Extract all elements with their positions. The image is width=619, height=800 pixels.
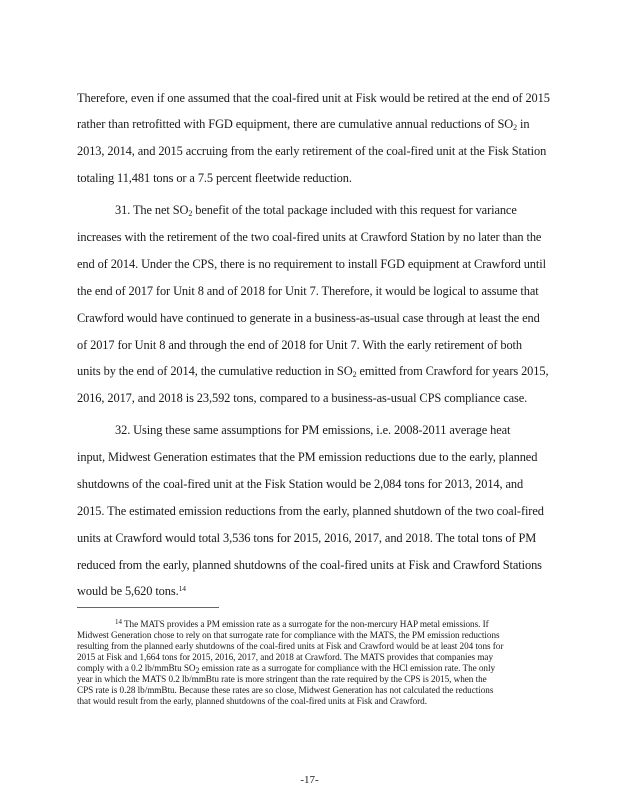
- footnote-line-3: resulting from the planned early shutdowns of the coal-fired units at Fisk and Crawford would be at least 204 tons for: [77, 641, 504, 651]
- footnote-line-4: 2015 at Fisk and 1,664 tons for 2015, 2016, 2017, and 2018 at Crawford. The MATS provides that companies may: [77, 652, 493, 662]
- paragraph-32-start: 32. Using these same assumptions for PM emissions, i.e. 2008-2011 average heat: [115, 423, 511, 437]
- body-line-19: would be 5,620 tons.$^{14}$: [77, 584, 186, 598]
- body-line-8: the end of 2017 for Unit 8 and of 2018 for Unit 7. Therefore, it would be logical to assume that: [77, 284, 539, 298]
- body-line-2: rather than retrofitted with FGD equipment, there are cumulative annual reductions of $SO_2$ in: [77, 117, 530, 132]
- footnote-line-2: Midwest Generation chose to rely on that surrogate rate for compliance with the MATS, the PM emission reductions: [77, 630, 500, 640]
- footnote-line-1: $^{14}$ The MATS provides a PM emission rate as a surrogate for the non-mercury HAP metal emissions. If: [115, 618, 489, 629]
- body-line-14: input, Midwest Generation estimates that the PM emission reductions due to the early, planned: [77, 450, 538, 464]
- footnote-line-7: CPS rate is 0.28 lb/mmBtu. Because these rates are so close, Midwest Generation has not calculated the reductions: [77, 685, 494, 695]
- paragraph-31-start: 31. The net $SO_2$ benefit of the total package included with this request for variance: [115, 203, 517, 218]
- body-line-15: shutdowns of the coal-fired unit at the Fisk Station would be 2,084 tons for 2013, 2014, and: [77, 477, 524, 491]
- body-line-11: units by the end of 2014, the cumulative reduction in $SO_2$ emitted from Crawford for years 2015,: [77, 364, 549, 379]
- body-line-9: Crawford would have continued to generate in a business-as-usual case through at least the end: [77, 311, 540, 325]
- body-line-6: increases with the retirement of the two coal-fired units at Crawford Station by no later than the: [77, 230, 542, 244]
- page-number: -17-: [300, 774, 319, 786]
- body-line-7: end of 2014. Under the CPS, there is no requirement to install FGD equipment at Crawford until: [77, 257, 546, 271]
- body-line-1: Therefore, even if one assumed that the coal-fired unit at Fisk would be retired at the end of 2015: [77, 91, 550, 105]
- body-line-4: totaling 11,481 tons or a 7.5 percent fleetwide reduction.: [77, 171, 352, 185]
- footnote-reference: 14: [178, 584, 186, 593]
- body-line-3: 2013, 2014, and 2015 accruing from the early retirement of the coal-fired unit at the Fisk Station: [77, 144, 547, 158]
- footnote-separator: [77, 607, 219, 608]
- footnote-line-8: that would result from the early, planned shutdowns of the coal-fired units at Fisk and Crawford.: [77, 696, 427, 706]
- body-line-16: 2015. The estimated emission reductions from the early, planned shutdown of the two coal-fired: [77, 504, 544, 518]
- footnote-line-5: comply with a 0.2 lb/mmBtu $SO_2$ emission rate as a surrogate for compliance with the HCl emission rate. The only: [77, 663, 496, 675]
- body-line-12: 2016, 2017, and 2018 is 23,592 tons, compared to a business-as-usual CPS compliance case.: [77, 391, 528, 405]
- body-line-17: units at Crawford would total 3,536 tons for 2015, 2016, 2017, and 2018. The total tons of PM: [77, 531, 537, 545]
- body-line-18: reduced from the early, planned shutdowns of the coal-fired units at Fisk and Crawford Stations: [77, 558, 542, 572]
- footnote-number: 14: [115, 618, 122, 626]
- footnote-line-6: year in which the MATS 0.2 lb/mmBtu rate is more stringent than the rate required by the CPS is 2015, when the: [77, 674, 487, 684]
- body-line-10: of 2017 for Unit 8 and through the end of 2018 for Unit 7. With the early retirement of both: [77, 338, 522, 352]
